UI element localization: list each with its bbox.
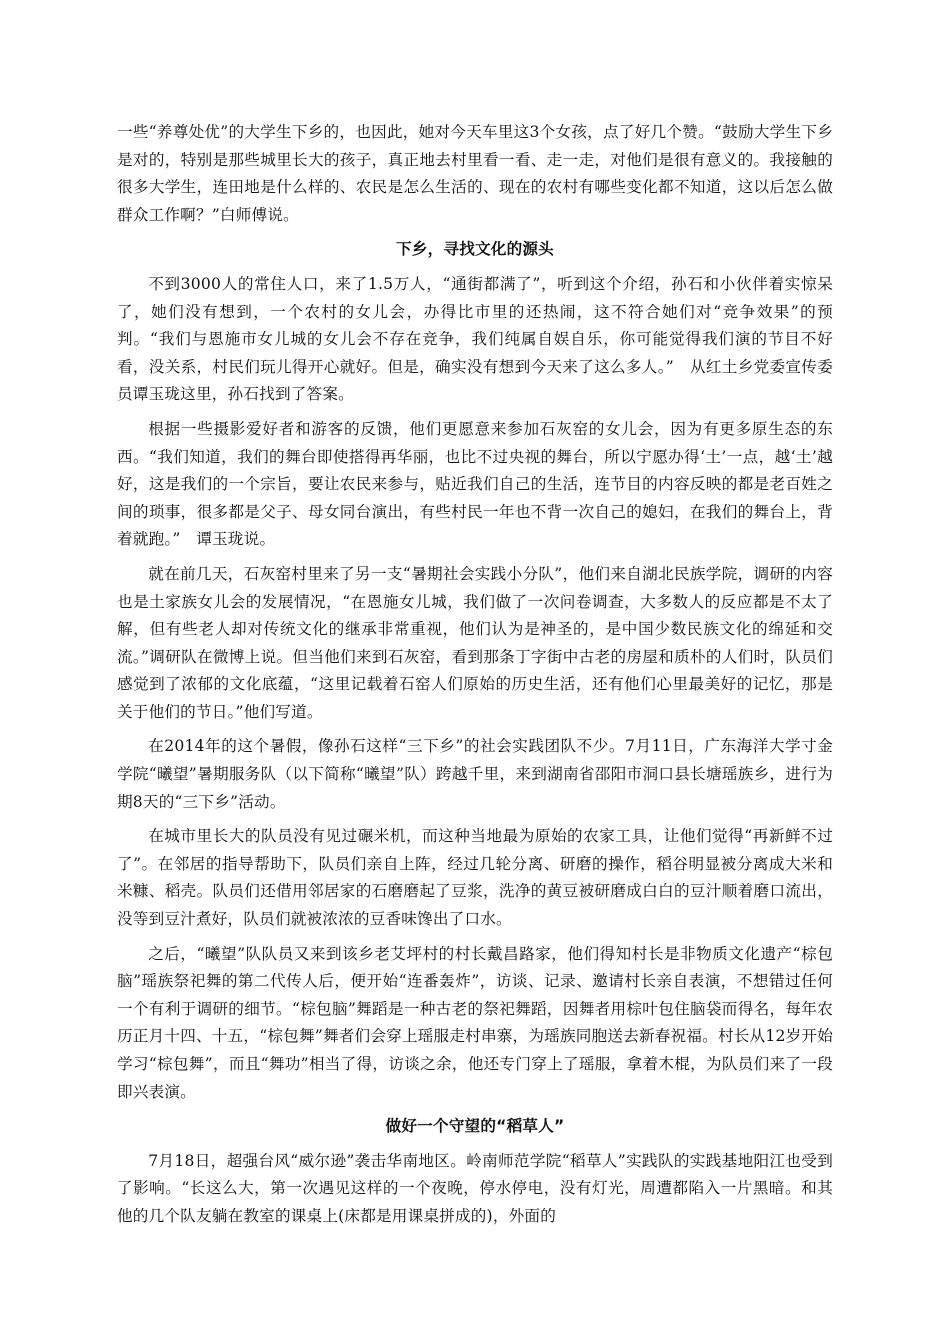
- paragraph: 之后，“曦望”队队员又来到该乡老艾坪村的村长戴昌路家，他们得知村长是非物质文化遗产“棕包脑”瑶族祭祀舞的第二代传人后，便开始“连番轰炸”，访谈、记录、邀请村长亲自表演，不想错过任何一个有利于调研的细节。“棕包脑”舞蹈是一种古老的祭祀舞蹈，因舞者用棕叶包住脑袋而得名，每年农历正月十四、十五，“棕包舞”舞者们会穿上瑶服走村串寨，为瑶族同胞送去新春祝福。村长从12岁开始学习“棕包舞”，而且“舞功”相当了得，访谈之余，他还专门穿上了瑶服，拿着木棍，为队员们来了一段即兴表演。: [117, 944, 833, 1101]
- section-heading: 下乡，寻找文化的源头: [396, 240, 554, 259]
- paragraph: 根据一些摄影爱好者和游客的反馈，他们更愿意来参加石灰窑的女儿会，因为有更多原生态的东西。“我们知道，我们的舞台即使搭得再华丽，也比不过央视的舞台，所以宁愿办得‘土’一点，越‘土’越好，这是我们的一个宗旨，要让农民来参与，贴近我们自己的生活，连节目的内容反映的都是老百姓之间的琐事，很多都是父子、母女同台演出，有些村民一年也不背一次自己的媳妇，在我们的舞台上，背着就跑。” 谭玉珑说。: [117, 419, 833, 549]
- paragraph: 不到3000人的常住人口，来了1.5万人，“通街都满了”，听到这个介绍，孙石和小伙伴着实惊呆了，她们没有想到，一个农村的女儿会，办得比市里的还热闹，这不符合她们对“竞争效果”的预判。“我们与恩施市女儿城的女儿会不存在竞争，我们纯属自娱自乐，你可能觉得我们演的节目不好看，没关系，村民们玩儿得开心就好。但是，确实没有想到今天来了这么多人。” 从红土乡党委宣传委员谭玉珑这里，孙石找到了答案。: [117, 274, 833, 404]
- paragraph: 一些“养尊处优”的大学生下乡的，也因此，她对今天车里这3个女孩，点了好几个赞。“鼓励大学生下乡是对的，特别是那些城里长大的孩子，真正地去村里看一看、走一走，对他们是很有意义的。我接触的很多大学生，连田地是什么样的、农民是怎么生活的、现在的农村有哪些变化都不知道，这以后怎么做群众工作啊？”白师傅说。: [117, 123, 833, 224]
- paragraph: 7月18日，超强台风“威尔逊”袭击华南地区。岭南师范学院“稻草人”实践队的实践基地阳江也受到了影响。“长这么大，第一次遇见这样的一个夜晚，停水停电，没有灯光，周遭都陷入一片黑暗。和其他的几个队友躺在教室的课桌上(床都是用课桌拼成的)，外面的: [117, 1151, 833, 1225]
- paragraph: 就在前几天，石灰窑村里来了另一支“暑期社会实践小分队”，他们来自湖北民族学院，调研的内容也是土家族女儿会的发展情况，“在恩施女儿城，我们做了一次问卷调查，大多数人的反应都是不太了解，但有些老人却对传统文化的继承非常重视，他们认为是神圣的，是中国少数民族文化的绵延和交流。”调研队在微博上说。但当他们来到石灰窑，看到那条丁字街中古老的房屋和质朴的人们时，队员们感觉到了浓郁的文化底蕴，“这里记载着石窑人们原始的历史生活，还有他们心里最美好的记忆，那是关于他们的节日。”他们写道。: [117, 564, 833, 721]
- section-heading: 做好一个守望的“稻草人”: [385, 1117, 565, 1136]
- paragraph: 在城市里长大的队员没有见过碾米机，而这种当地最为原始的农家工具，让他们觉得“再新鲜不过了”。在邻居的指导帮助下，队员们亲自上阵，经过几轮分离、研磨的操作，稻谷明显被分离成大米和米糠、稻壳。队员们还借用邻居家的石磨磨起了豆浆，洗净的黄豆被研磨成白白的豆汁顺着磨口流出，没等到豆汁煮好，队员们就被浓浓的豆香味馋出了口水。: [117, 827, 833, 929]
- paragraph: 在2014年的这个暑假，像孙石这样“三下乡”的社会实践团队不少。7月11日，广东海洋大学寸金学院“曦望”暑期服务队（以下简称“曦望”队）跨越千里，来到湖南省邵阳市洞口县长塘瑶族乡，进行为期8天的“三下乡”活动。: [117, 737, 833, 811]
- document-page: [117, 119, 833, 1238]
